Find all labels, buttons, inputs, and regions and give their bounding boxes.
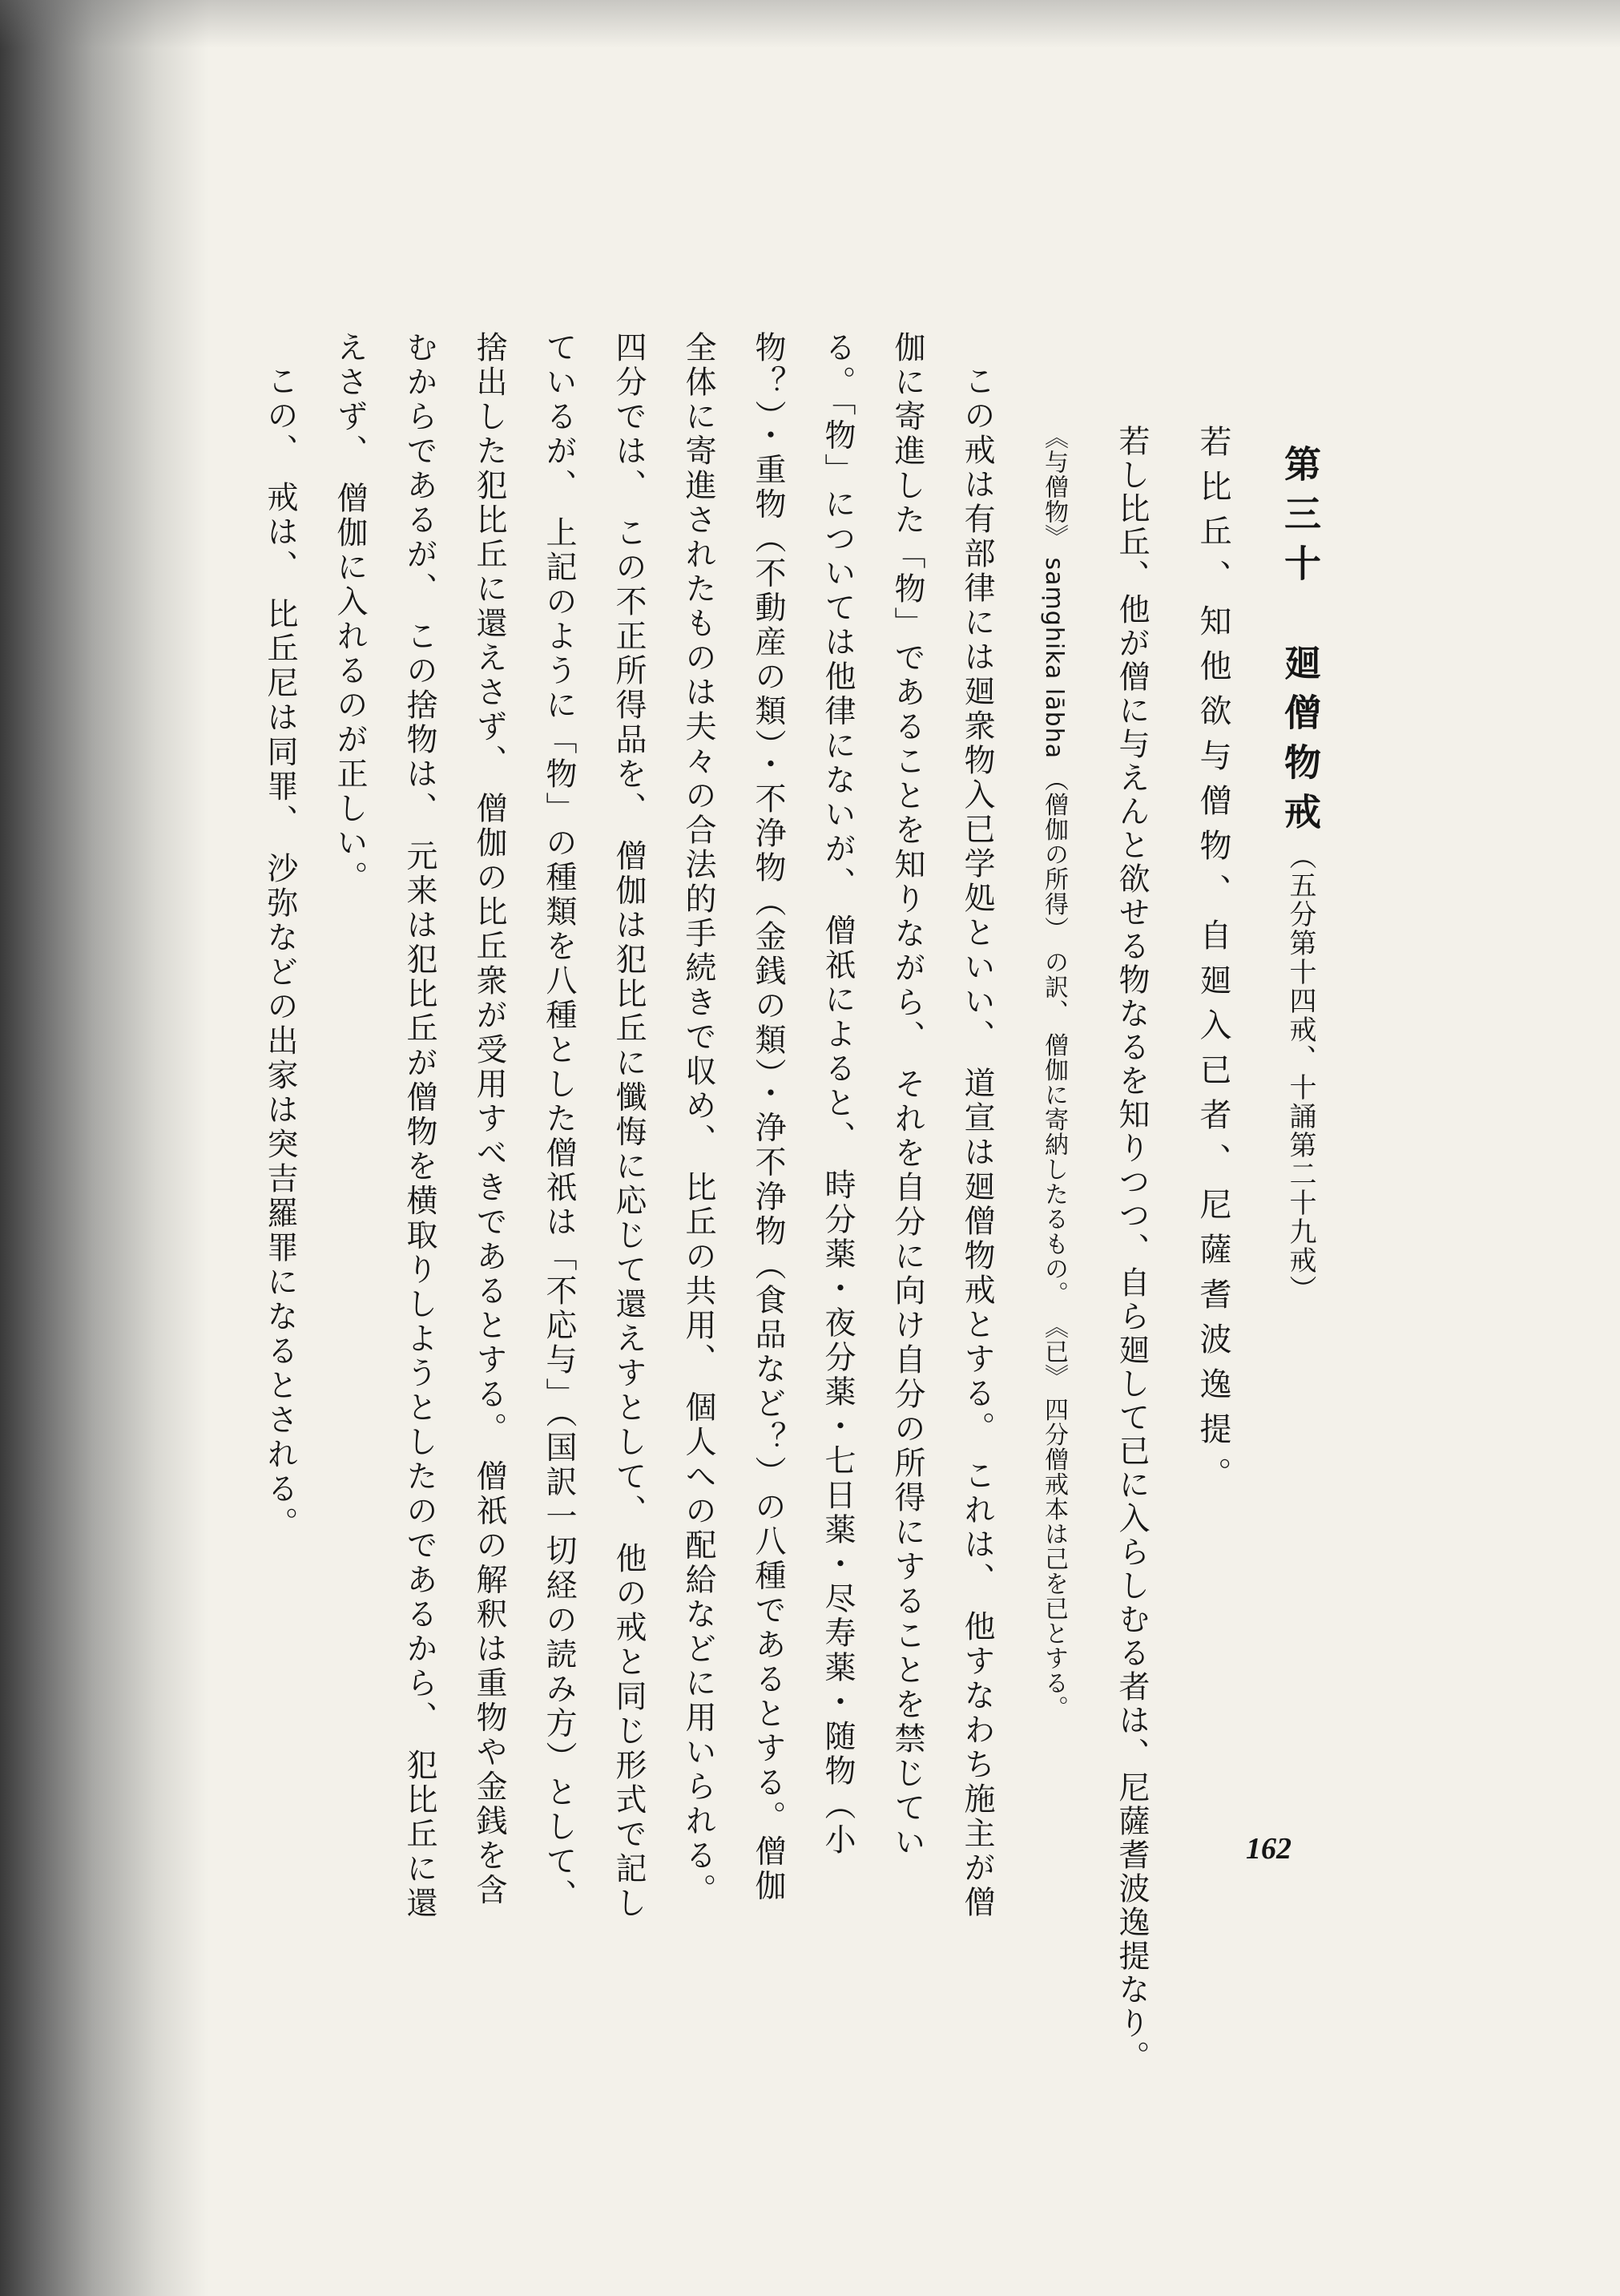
- section-subtitle: （五分第十四戒、十誦第二十九戒）: [1284, 842, 1316, 1304]
- page-number: 162: [1246, 1832, 1292, 1866]
- body-line: る。「物」については他律にないが、 僧祇によると、 時分薬・夜分薬・七日薬・尽寿薬・随物（小: [820, 331, 856, 1858]
- body-line: ているが、 上記のように「物」の種類を八種とした僧祇は「不応与」（国訳一切経の読み方）として、: [541, 331, 577, 1914]
- body-line: 捨出した犯比丘に還えさず、 僧伽の比丘衆が受用すべきであるとする。 僧祇の解釈は重物や金銭を含: [471, 331, 507, 1908]
- section-heading: [1279, 445, 1322, 1304]
- body-line: 伽に寄進した「物」であることを知りながら、 それを自分に向け自分の所得にすることを禁じてい: [889, 331, 925, 1861]
- body-line: むからであるが、 この捨物は、 元来は犯比丘が僧物を横取りしようとしたのであるから、 犯比丘に還: [401, 331, 437, 1922]
- body-line: えさず、 僧伽に入れるのが正しい。: [332, 331, 368, 896]
- body-line: 全体に寄進されたものは夫々の合法的手続きで収め、 比丘の共用、 個人への配給などに用いられる。: [680, 331, 716, 1908]
- page-top-shadow: [0, 0, 1620, 48]
- body-line: この、 戒は、 比丘尼は同罪、 沙弥などの出家は突吉羅罪になるとされる。: [262, 365, 298, 1542]
- body-line: この戒は有部律には廻衆物入已学処といい、 道宣は廻僧物戒とする。 これは、 他すなわち施主が僧: [959, 365, 995, 1921]
- body-line: 物？）・重物（不動産の類）・不浄物（金銭の類）・浄不浄物（食品など？）の八種であるとする。僧伽: [750, 331, 786, 1904]
- body-line: 四分では、 この不正所得品を、 僧伽は犯比丘に懺悔に応じて還えすとして、 他の戒と同じ形式で記し: [611, 331, 647, 1922]
- precept-note: 《与僧物》 saṃghika lābha （僧伽の所得） の訳、 僧伽に寄納したるもの。 《已》 四分僧戒本は己を已とする。: [1040, 425, 1068, 1721]
- section-title: 第三十 廻僧物戒: [1279, 445, 1322, 842]
- precept-kanbun: 若比丘、知他欲与僧物、自廻入已者、尼薩耆波逸提。: [1195, 425, 1231, 1502]
- book-spine-shadow: [0, 0, 208, 2296]
- precept-translation: 若し比丘、他が僧に与えんと欲せる物なるを知りつつ、自ら廻して已に入らしむる者は、尼薩耆波逸提なり。: [1114, 425, 1150, 2074]
